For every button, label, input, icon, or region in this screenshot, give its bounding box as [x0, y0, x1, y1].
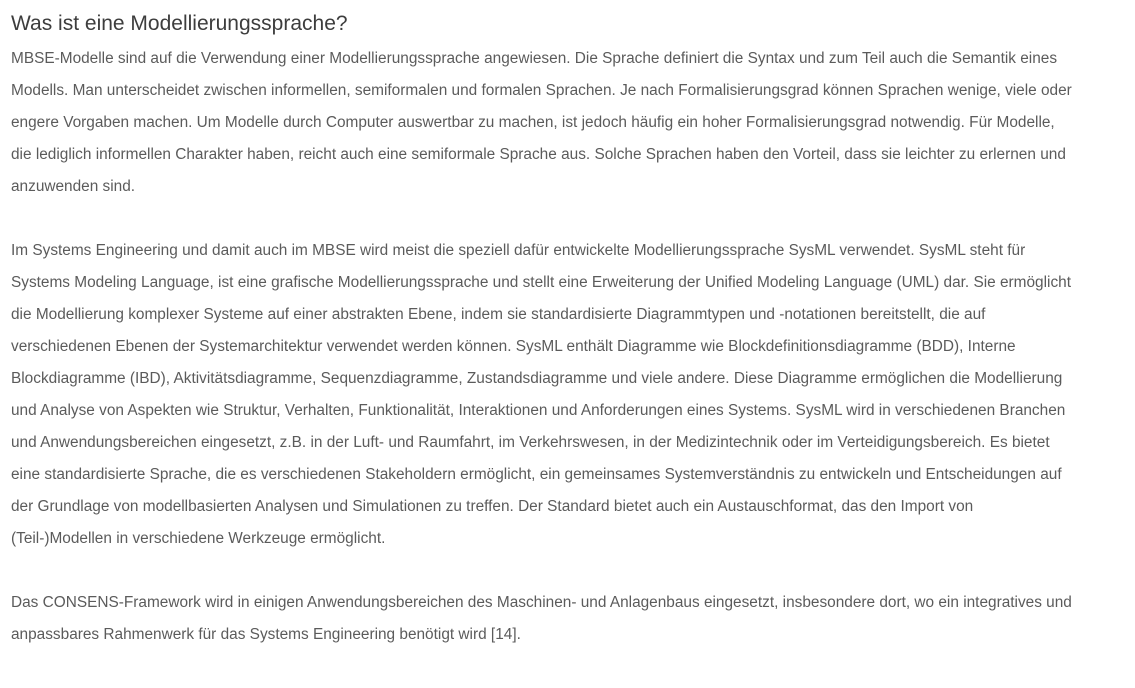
paragraph-line: der Grundlage von modellbasierten Analysen und Simulationen zu treffen. Der Standard bietet auch ein Austauschformat, das den Import von — [11, 498, 974, 515]
paragraph-line: (Teil-)Modellen in verschiedene Werkzeuge ermöglicht. — [11, 530, 386, 547]
paragraph-line: die Modellierung komplexer Systeme auf einer abstrakten Ebene, indem sie standardisierte Diagrammtypen und -notationen bereitstellt, die auf — [11, 306, 986, 323]
paragraph-line: und Anwendungsbereichen eingesetzt, z.B. in der Luft- und Raumfahrt, im Verkehrswesen, in der Medizintechnik oder im Verteidigungsbereich. Es bietet — [11, 434, 1050, 451]
paragraph-line: und Analyse von Aspekten wie Struktur, Verhalten, Funktionalität, Interaktionen und Anforderungen eines Systems. SysML wird in verschiedenen Branchen — [11, 402, 1066, 419]
paragraph-3 — [11, 587, 1121, 651]
paragraph-line: Systems Modeling Language, ist eine grafische Modellierungssprache und stellt eine Erweiterung der Unified Modeling Language (UML) dar. Sie ermöglicht — [11, 274, 1071, 291]
paragraph-line: MBSE-Modelle sind auf die Verwendung einer Modellierungssprache angewiesen. Die Sprache definiert die Syntax und zum Teil auch die Semantik eines — [11, 50, 1058, 67]
paragraph-line: anzuwenden sind. — [11, 178, 136, 195]
paragraph-line: Im Systems Engineering und damit auch im MBSE wird meist die speziell dafür entwickelte Modellierungssprache SysML verwendet. SysML steht für — [11, 242, 1026, 259]
paragraph-line: eine standardisierte Sprache, die es verschiedenen Stakeholdern ermöglicht, ein gemeinsames Systemverständnis zu entwickeln und Entscheidungen auf — [11, 466, 1062, 483]
paragraph-line: Modells. Man unterscheidet zwischen informellen, semiformalen und formalen Sprachen. Je nach Formalisierungsgrad können Sprachen wenige, viele oder — [11, 82, 1072, 99]
paragraph-line: anpassbares Rahmenwerk für das Systems Engineering benötigt wird [14]. — [11, 626, 521, 643]
paragraph-1 — [11, 43, 1121, 203]
paragraph-line: die lediglich informellen Charakter haben, reicht auch eine semiformale Sprache aus. Solche Sprachen haben den Vorteil, dass sie leichter zu erlernen und — [11, 146, 1066, 163]
paragraph-line: Blockdiagramme (IBD), Aktivitätsdiagramme, Sequenzdiagramme, Zustandsdiagramme und viele andere. Diese Diagramme ermöglichen die Modellierung — [11, 370, 1063, 387]
paragraph-line: verschiedenen Ebenen der Systemarchitektur verwendet werden können. SysML enthält Diagramme wie Blockdefinitionsdiagramme (BDD), Interne — [11, 338, 1016, 355]
paragraph-2 — [11, 235, 1121, 555]
paragraph-line: engere Vorgaben machen. Um Modelle durch Computer auswertbar zu machen, ist jedoch häufig ein hoher Formalisierungsgrad notwendig. Für Modelle, — [11, 114, 1055, 131]
article-title: Was ist eine Modellierungssprache? — [11, 12, 348, 35]
paragraph-line: Das CONSENS-Framework wird in einigen Anwendungsbereichen des Maschinen- und Anlagenbaus eingesetzt, insbesondere dort, wo ein integratives und — [11, 594, 1072, 611]
article — [11, 0, 1121, 651]
